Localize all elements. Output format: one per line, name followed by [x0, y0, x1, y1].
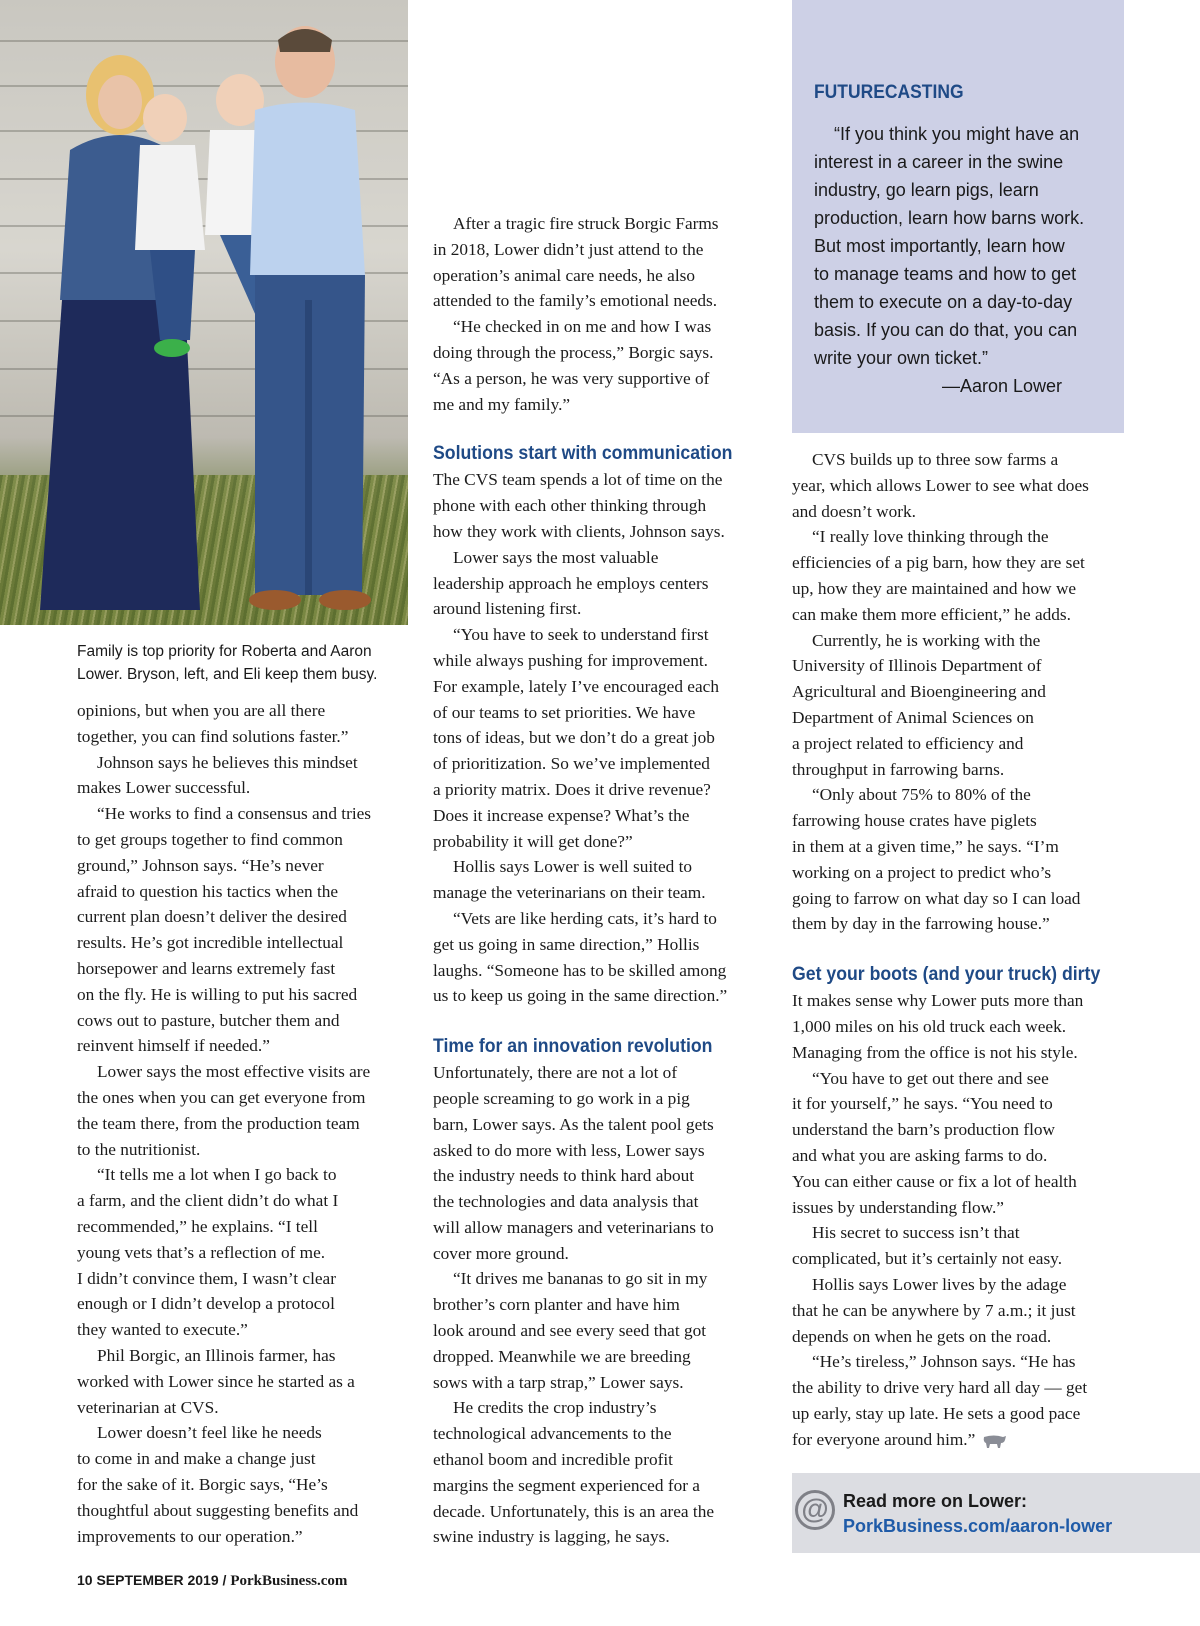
text-line: manage the veterinarians on their team.	[433, 883, 706, 903]
text-line: “He works to find a consensus and tries	[97, 804, 372, 824]
text-line: Agricultural and Bioengineering and	[792, 682, 1046, 702]
read-more-box	[792, 1473, 1200, 1553]
text-line: ground,” Johnson says. “He’s never	[77, 855, 324, 875]
text-line: worked with Lower since he started as a	[77, 1371, 355, 1391]
column-2	[433, 211, 778, 1550]
text-line: reinvent himself if needed.”	[77, 1036, 270, 1056]
paragraph	[77, 750, 417, 802]
text-line: a farm, and the client didn’t do what I	[77, 1191, 339, 1211]
text-line: they wanted to execute.”	[77, 1320, 248, 1340]
text-line: dropped. Meanwhile we are breeding	[433, 1346, 691, 1366]
text-line: the ability to drive very hard all day — get	[792, 1378, 1088, 1398]
text-line: Lower says the most effective visits are	[97, 1062, 371, 1082]
text-line: afraid to question his tactics when the	[77, 881, 339, 901]
text-line: how they work with clients, Johnson says.	[433, 521, 725, 541]
family-photo	[0, 0, 408, 625]
text-line: enough or I didn’t develop a protocol	[77, 1294, 335, 1314]
text-line: “You have to get out there and see	[812, 1068, 1049, 1088]
text-line: working on a project to predict who’s	[792, 862, 1052, 882]
text-line: Lower doesn’t feel like he needs	[97, 1423, 322, 1443]
paragraph	[792, 1272, 1137, 1349]
text-line: ethanol boom and incredible profit	[433, 1450, 673, 1470]
text-line: “He checked in on me and how I was	[453, 317, 712, 337]
paragraph	[792, 782, 1137, 937]
text-line: swine industry is lagging, he says.	[433, 1527, 670, 1547]
text-line: University of Illinois Department of	[792, 656, 1042, 676]
text-line: brother’s corn planter and have him	[433, 1295, 680, 1315]
text-line: barn, Lower says. As the talent pool gets	[433, 1114, 714, 1134]
family-figures	[0, 0, 408, 625]
text-line: of prioritization. So we’ve implemented	[433, 754, 710, 774]
paragraph	[792, 524, 1137, 627]
paragraph	[433, 314, 778, 417]
page-number: 10	[77, 1572, 93, 1588]
paragraph	[792, 1349, 1137, 1452]
text-line: Department of Animal Sciences on	[792, 707, 1034, 727]
at-icon: @	[795, 1490, 835, 1530]
paragraph	[792, 447, 1137, 524]
text-line: the industry needs to think hard about	[433, 1166, 695, 1186]
text-line: complicated, but it’s certainly not easy.	[792, 1249, 1063, 1269]
read-more-link[interactable]: PorkBusiness.com/aaron-lower	[843, 1516, 1113, 1536]
text-line: to the nutritionist.	[77, 1139, 201, 1159]
page-footer	[77, 1572, 347, 1590]
text-line: You can either cause or fix a lot of health	[792, 1171, 1077, 1191]
text-line: farrowing house crates have piglets	[792, 811, 1037, 831]
text-line: “It drives me bananas to go sit in my	[453, 1269, 708, 1289]
paragraph	[77, 1059, 417, 1162]
text-line: He credits the crop industry’s	[453, 1398, 657, 1418]
caption-line: Lower. Bryson, left, and Eli keep them busy.	[77, 666, 378, 683]
text-line: the technologies and data analysis that	[433, 1192, 699, 1212]
text-line: His secret to success isn’t that	[812, 1223, 1020, 1243]
quote-text	[814, 120, 1114, 372]
text-line: efficiencies of a pig barn, how they are set	[792, 553, 1085, 573]
issue-date: SEPTEMBER 2019	[96, 1572, 219, 1588]
text-line: CVS builds up to three sow farms a	[812, 450, 1059, 469]
text-line: sows with a tarp strap,” Lower says.	[433, 1372, 684, 1392]
text-line: Does it increase expense? What’s the	[433, 805, 690, 825]
text-line: get us going in same direction,” Hollis	[433, 934, 700, 954]
text-line: for the sake of it. Borgic says, “He’s	[77, 1474, 328, 1494]
text-line: around listening first.	[433, 599, 582, 619]
text-line: thoughtful about suggesting benefits and	[77, 1500, 359, 1520]
text-line: “As a person, he was very supportive of	[433, 368, 710, 388]
text-line: veterinarian at CVS.	[77, 1397, 219, 1417]
text-line: opinions, but when you are all there	[77, 701, 326, 720]
text-line: operation’s animal care needs, he also	[433, 265, 695, 285]
column-3	[792, 447, 1137, 1452]
paragraph	[433, 622, 778, 854]
text-line: and doesn’t work.	[792, 501, 916, 521]
text-line: up, how they are maintained and how we	[792, 578, 1077, 598]
paragraph	[433, 1060, 778, 1266]
text-line: going to farrow on what day so I can load	[792, 888, 1081, 908]
quote-line: basis. If you can do that, you can	[814, 320, 1078, 340]
quote-line: write your own ticket.”	[814, 348, 989, 368]
text-line: After a tragic fire struck Borgic Farms	[453, 214, 719, 233]
text-line: year, which allows Lower to see what does	[792, 475, 1089, 495]
column-2-section-2	[433, 1060, 778, 1550]
text-line: of our teams to set priorities. We have	[433, 702, 696, 722]
pig-icon	[981, 1433, 1007, 1449]
text-line: it for yourself,” he says. “You need to	[792, 1094, 1053, 1114]
quote-line: “If you think you might have an	[834, 124, 1080, 144]
site-name: PorkBusiness.com	[230, 1573, 348, 1589]
section-heading: Get your boots (and your truck) dirty	[792, 964, 1101, 986]
text-line: margins the segment experienced for a	[433, 1475, 700, 1495]
text-line: them by day in the farrowing house.”	[792, 914, 1050, 934]
text-line: young vets that’s a reflection of me.	[77, 1242, 326, 1262]
caption-line: Family is top priority for Roberta and Aaron	[77, 643, 372, 660]
text-line: to come in and make a change just	[77, 1449, 316, 1469]
text-line: me and my family.”	[433, 394, 571, 414]
text-line: and what you are asking farms to do.	[792, 1145, 1048, 1165]
text-line: “Only about 75% to 80% of the	[812, 785, 1031, 805]
quote-line: industry, go learn pigs, learn	[814, 180, 1039, 200]
text-line: while always pushing for improvement.	[433, 650, 709, 670]
text-line: the ones when you can get everyone from	[77, 1087, 366, 1107]
text-line: together, you can find solutions faster.”	[77, 726, 349, 746]
text-line: leadership approach he employs centers	[433, 573, 709, 593]
text-line: Hollis says Lower lives by the adage	[812, 1274, 1067, 1294]
quote-line: But most importantly, learn how	[814, 236, 1065, 256]
quote-line: to manage teams and how to get	[814, 264, 1077, 284]
text-line: in them at a given time,” he says. “I’m	[792, 836, 1059, 856]
text-line: 1,000 miles on his old truck each week.	[792, 1016, 1067, 1036]
paragraph	[77, 698, 417, 750]
text-line: for everyone around him.”	[792, 1429, 976, 1449]
text-line: technological advancements to the	[433, 1424, 672, 1444]
text-line: horsepower and learns extremely fast	[77, 958, 336, 978]
text-line: “You have to seek to understand first	[453, 625, 709, 645]
text-line: Lower says the most valuable	[453, 547, 659, 567]
column-3-section-1	[792, 447, 1137, 937]
text-line: makes Lower successful.	[77, 778, 251, 798]
text-line: a priority matrix. Does it drive revenue?	[433, 779, 711, 799]
paragraph	[77, 1162, 417, 1343]
paragraph	[433, 1395, 778, 1550]
text-line: the team there, from the production team	[77, 1113, 360, 1133]
text-line: will allow managers and veterinarians to	[433, 1217, 714, 1237]
text-line: throughput in farrowing barns.	[792, 759, 1005, 779]
text-line: cover more ground.	[433, 1243, 569, 1263]
quote-line: interest in a career in the swine	[814, 152, 1064, 172]
text-line: probability it will get done?”	[433, 831, 633, 851]
paragraph	[77, 1420, 417, 1549]
column-2-intro	[433, 211, 778, 417]
paragraph	[792, 1066, 1137, 1221]
text-line: Phil Borgic, an Illinois farmer, has	[97, 1345, 336, 1365]
text-line: results. He’s got incredible intellectual	[77, 933, 344, 953]
paragraph	[792, 628, 1137, 783]
text-line: phone with each other thinking through	[433, 496, 707, 516]
column-1	[77, 698, 417, 1549]
paragraph	[433, 545, 778, 622]
text-line: depends on when he gets on the road.	[792, 1326, 1052, 1346]
text-line: Currently, he is working with the	[812, 630, 1041, 650]
futurecasting-sidebar	[792, 0, 1124, 433]
text-line: Hollis says Lower is well suited to	[453, 857, 693, 877]
text-line: improvements to our operation.”	[77, 1526, 303, 1546]
text-line: attended to the family’s emotional needs.	[433, 291, 718, 311]
text-line: I didn’t convince them, I wasn’t clear	[77, 1268, 336, 1288]
read-more-label: Read more on Lower:	[843, 1491, 1028, 1511]
text-line: a project related to efficiency and	[792, 733, 1024, 753]
quote-line: production, learn how barns work.	[814, 208, 1085, 228]
text-line: “I really love thinking through the	[812, 527, 1049, 547]
text-line: can make them more efficient,” he adds.	[792, 604, 1071, 624]
text-line: up early, stay up late. He sets a good pace	[792, 1403, 1081, 1423]
column-2-section-1	[433, 467, 778, 1009]
paragraph	[792, 1220, 1137, 1272]
paragraph	[433, 1266, 778, 1395]
paragraph	[792, 988, 1137, 1065]
footer-separator: /	[222, 1572, 227, 1588]
text-line: “He’s tireless,” Johnson says. “He has	[812, 1352, 1076, 1372]
text-line: look around and see every seed that got	[433, 1321, 707, 1341]
text-line: to get groups together to find common	[77, 829, 343, 849]
text-line: people screaming to go work in a pig	[433, 1088, 690, 1108]
text-line: Managing from the office is not his style.	[792, 1042, 1078, 1062]
text-line: understand the barn’s production flow	[792, 1120, 1055, 1140]
text-line: tons of ideas, but we don’t do a great job	[433, 728, 715, 748]
photo-caption	[77, 640, 412, 686]
text-line: Unfortunately, there are not a lot of	[433, 1063, 678, 1083]
paragraph	[433, 211, 778, 314]
text-line: that he can be anywhere by 7 a.m.; it just	[792, 1300, 1076, 1320]
quote-author: —Aaron Lower	[941, 376, 1062, 396]
text-line: asked to do more with less, Lower says	[433, 1140, 705, 1160]
text-line: laughs. “Someone has to be skilled among	[433, 960, 727, 980]
text-line: “It tells me a lot when I go back to	[97, 1165, 337, 1185]
paragraph	[433, 467, 778, 544]
paragraph	[433, 906, 778, 1009]
text-line: in 2018, Lower didn’t just attend to the	[433, 239, 704, 259]
sidebar-title: FUTURECASTING	[814, 82, 964, 103]
text-line: “Vets are like herding cats, it’s hard to	[453, 908, 717, 928]
text-line: The CVS team spends a lot of time on the	[433, 470, 723, 490]
text-line: decade. Unfortunately, this is an area the	[433, 1501, 715, 1521]
sidebar-quote	[814, 120, 1114, 400]
section-heading: Time for an innovation revolution	[433, 1036, 713, 1058]
text-line: current plan doesn’t deliver the desired	[77, 907, 347, 927]
text-line: doing through the process,” Borgic says.	[433, 342, 714, 362]
section-heading: Solutions start with communication	[433, 443, 733, 465]
paragraph	[77, 801, 417, 1059]
paragraph	[77, 1343, 417, 1420]
quote-line: them to execute on a day-to-day	[814, 292, 1073, 312]
text-line: on the fly. He is willing to put his sacred	[77, 984, 358, 1004]
text-line: cows out to pasture, butcher them and	[77, 1010, 340, 1030]
text-line: Johnson says he believes this mindset	[97, 752, 358, 772]
text-line: recommended,” he explains. “I tell	[77, 1216, 318, 1236]
text-line: For example, lately I’ve encouraged each	[433, 676, 719, 696]
text-line: It makes sense why Lower puts more than	[792, 991, 1084, 1011]
paragraph	[433, 854, 778, 906]
text-line: us to keep us going in the same direction.”	[433, 986, 728, 1006]
column-3-section-2	[792, 988, 1137, 1452]
text-line: issues by understanding flow.”	[792, 1197, 1004, 1217]
